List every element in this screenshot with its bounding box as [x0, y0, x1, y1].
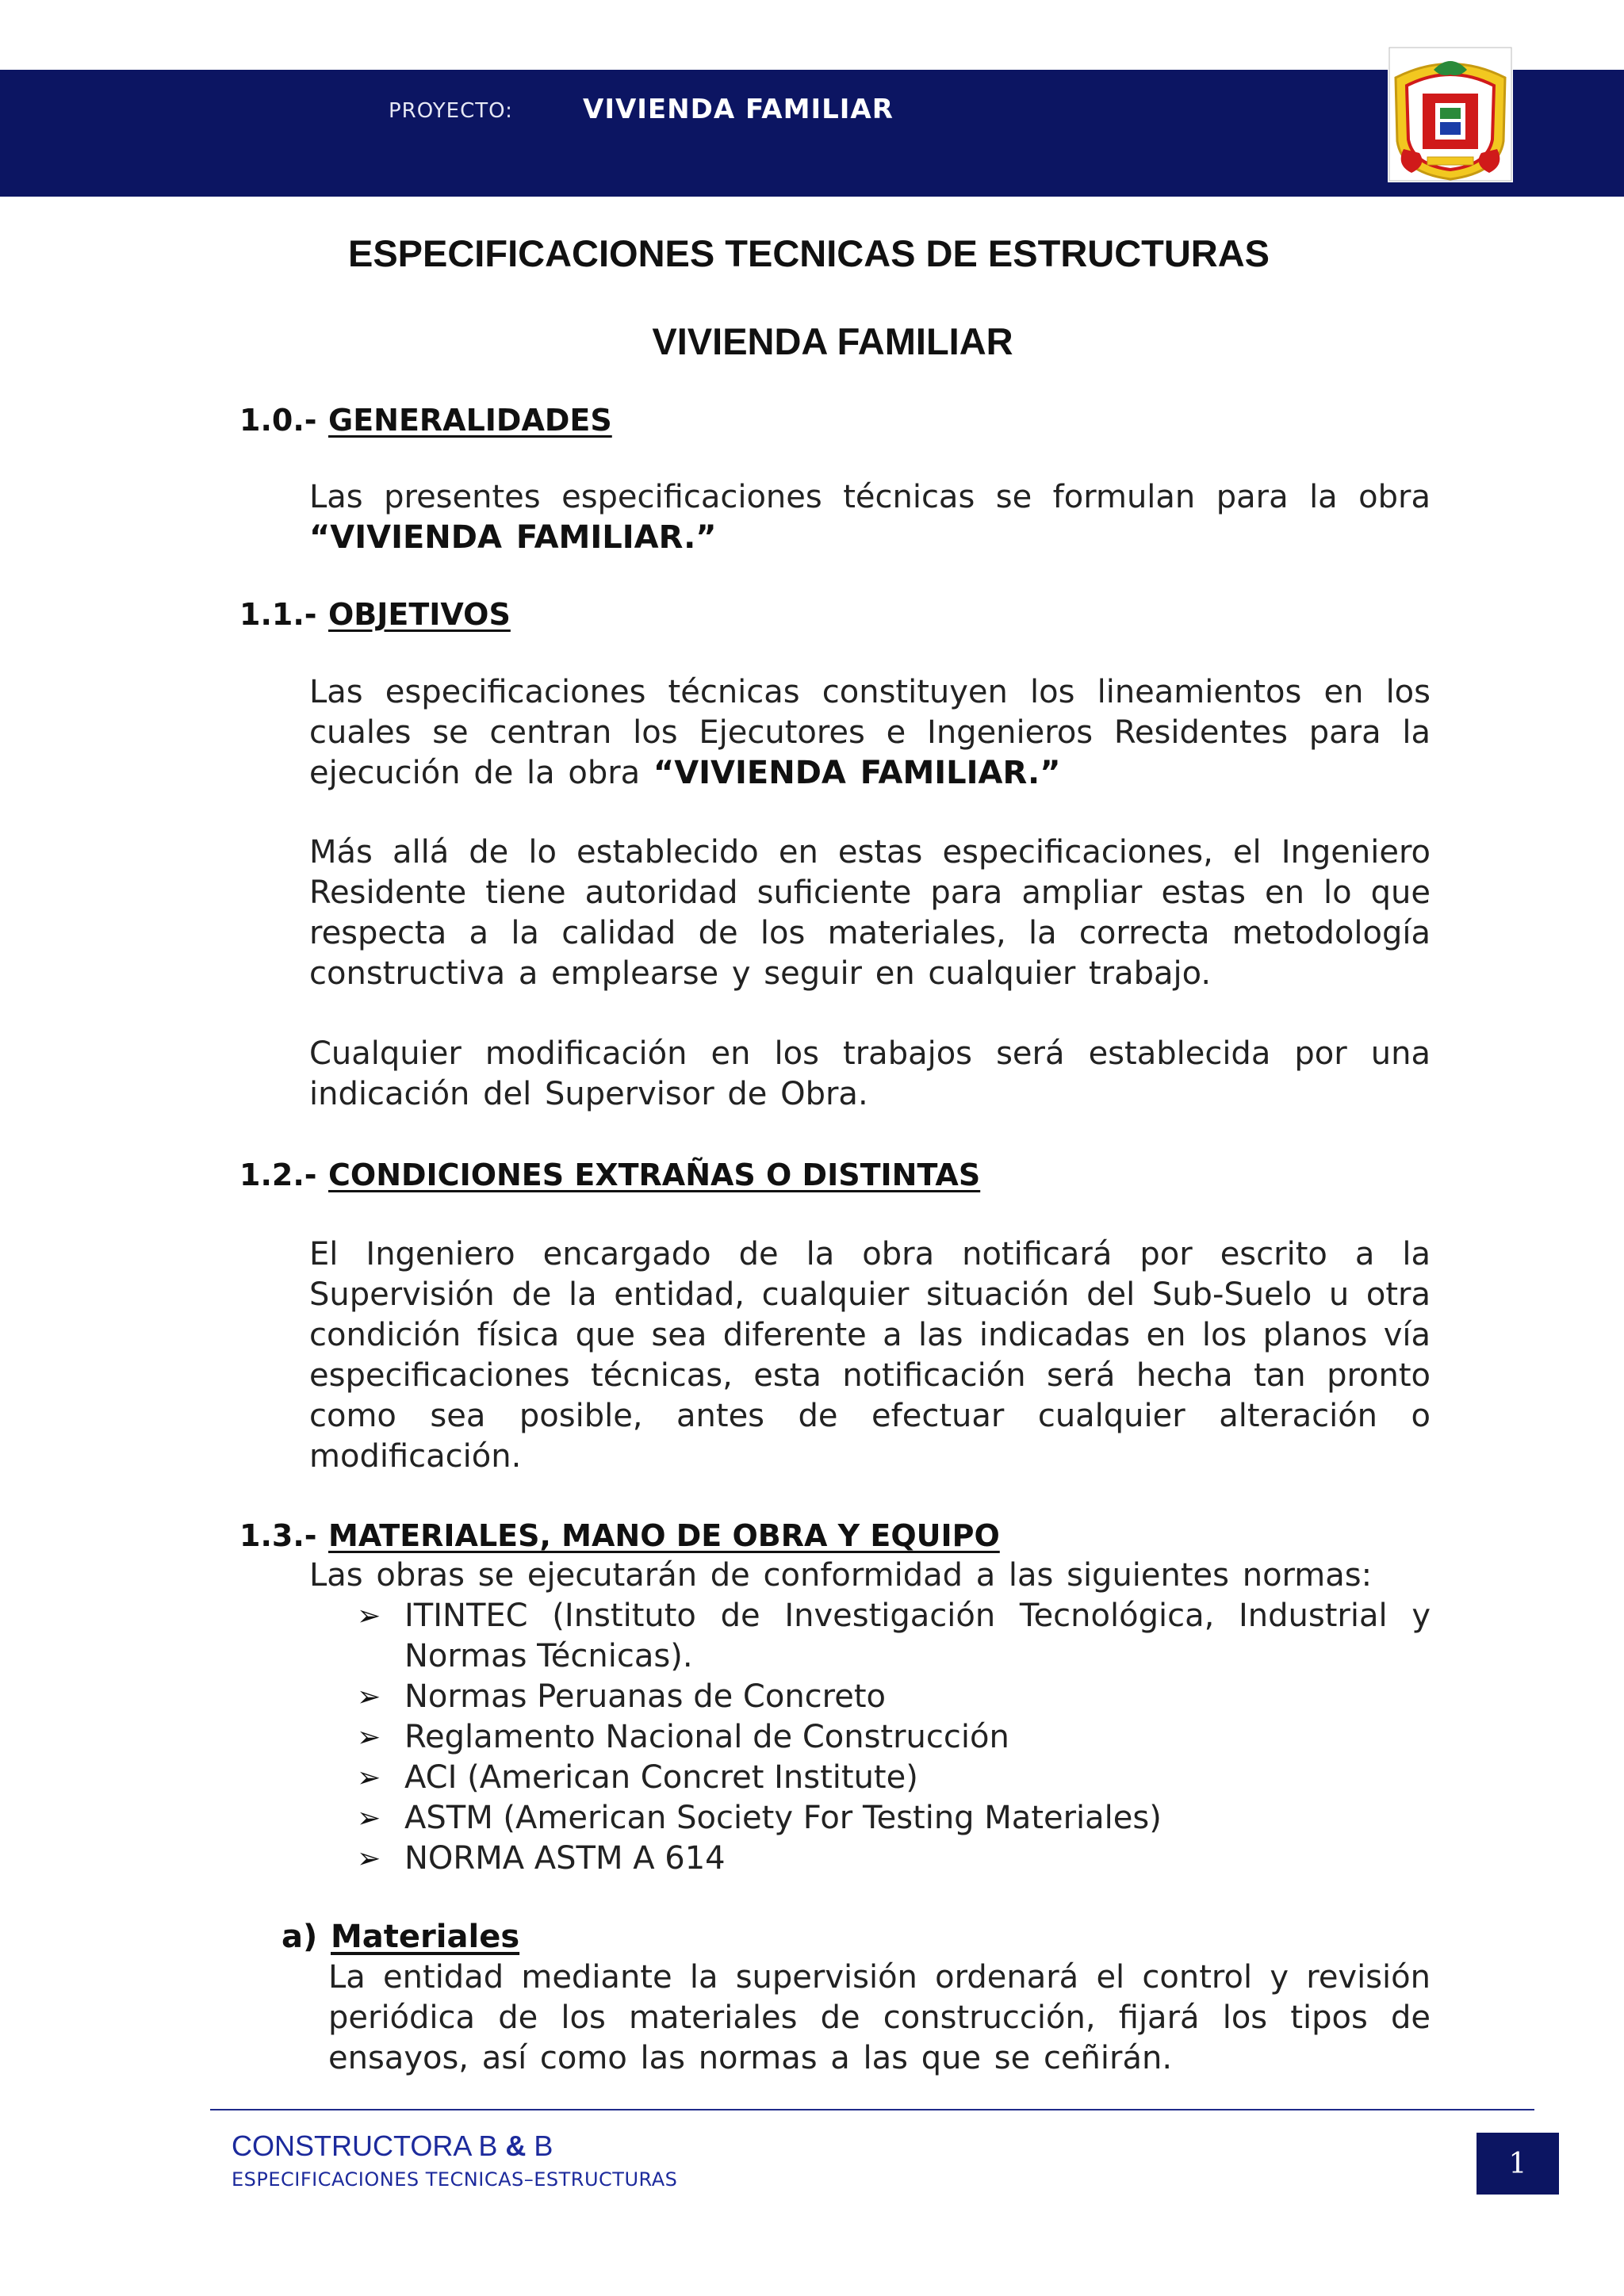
list-item: ➢ ITINTEC (Instituto de Investigación Tecnológica, Industrial y Normas Técnicas). [357, 1598, 1431, 1674]
project-label: PROYECTO: [389, 99, 513, 123]
list-item: ➢ NORMA ASTM A 614 [357, 1839, 1431, 1879]
list-item: ➢ Reglamento Nacional de Construcción [357, 1717, 1431, 1758]
subsection-letter: a) [282, 1919, 318, 1955]
arrow-bullet-icon: ➢ [357, 1600, 381, 1632]
header-bar [0, 70, 1624, 197]
list-item: ➢ Normas Peruanas de Concreto [357, 1677, 1431, 1717]
section-1-2-paragraph: El Ingeniero encargado de la obra notificará por escrito a la Supervisión de la entidad, cualquier situación del Sub-Suelo u otra condición física que sea diferente a las indicadas en los planos vía especificaciones técnicas, esta notificación será hecha tan pronto como sea posible, antes de efectuar cualquier alteración o modificación. [309, 1236, 1431, 1475]
section-title: GENERALIDADES [328, 403, 612, 438]
section-title: OBJETIVOS [328, 597, 511, 632]
section-heading-1-2 [239, 1158, 980, 1192]
section-1-3-intro: Las obras se ejecutarán de conformidad a las siguientes normas: [309, 1557, 1373, 1594]
footer-company: CONSTRUCTORA B & B [232, 2130, 553, 2162]
footer-divider [210, 2109, 1534, 2110]
coat-of-arms-icon [1388, 46, 1513, 182]
section-number: 1.0.- [239, 403, 317, 438]
arrow-bullet-icon: ➢ [357, 1681, 381, 1713]
arrow-bullet-icon: ➢ [357, 1802, 381, 1835]
project-name-quote: “VIVIENDA FAMILIAR.” [309, 519, 717, 556]
section-1-1-paragraph-2: Más allá de lo establecido en estas especificaciones, el Ingeniero Residente tiene autoridad suficiente para ampliar estas en lo que respecta a la calidad de los materiales, la correcta metodología constructiva a emplearse y seguir en cualquier trabajo. [309, 834, 1431, 992]
section-heading-1-0 [239, 403, 612, 438]
section-heading-1-3 [239, 1518, 1000, 1553]
paragraph-text: Las presentes especificaciones técnicas se formulan para la obra [309, 479, 1431, 515]
list-item: ➢ ACI (American Concret Institute) [357, 1758, 1431, 1798]
section-1-0-paragraph [309, 477, 1431, 558]
arrow-bullet-icon: ➢ [357, 1721, 381, 1754]
project-name: VIVIENDA FAMILIAR [583, 94, 894, 125]
section-title: MATERIALES, MANO DE OBRA Y EQUIPO [328, 1518, 1000, 1553]
section-number: 1.2.- [239, 1158, 317, 1192]
document-title: ESPECIFICACIONES TECNICAS DE ESTRUCTURAS [347, 232, 1270, 274]
norms-list [357, 1596, 1431, 1879]
arrow-bullet-icon: ➢ [357, 1843, 381, 1875]
list-item: ➢ ASTM (American Society For Testing Materiales) [357, 1798, 1431, 1839]
arrow-bullet-icon: ➢ [357, 1762, 381, 1794]
section-1-1-paragraph-1 [309, 672, 1431, 794]
section-number: 1.3.- [239, 1518, 317, 1553]
footer-subtitle: ESPECIFICACIONES TECNICAS–ESTRUCTURAS [232, 2168, 678, 2191]
section-heading-1-1 [239, 597, 511, 632]
page-number: 1 [1477, 2133, 1559, 2195]
document-subtitle: VIVIENDA FAMILIAR [652, 320, 1013, 362]
subsection-heading-materiales [282, 1919, 519, 1955]
project-name-quote: “VIVIENDA FAMILIAR.” [653, 755, 1061, 791]
materiales-paragraph: La entidad mediante la supervisión ordenará el control y revisión periódica de los materiales de construcción, fijará los tipos de ensayos, así como las normas a las que se ceñirán. [328, 1959, 1431, 2076]
section-1-1-paragraph-3: Cualquier modificación en los trabajos será establecida por una indicación del Supervisor de Obra. [309, 1035, 1431, 1112]
coat-of-arms-logo [1388, 46, 1513, 182]
paragraph-text: Las especificaciones técnicas constituyen los lineamientos en los cuales se centran los Ejecutores e Ingenieros Residentes para la ejecución de la obra [309, 674, 1431, 791]
subsection-title: Materiales [331, 1919, 520, 1955]
section-title: CONDICIONES EXTRAÑAS O DISTINTAS [328, 1158, 981, 1192]
section-number: 1.1.- [239, 597, 317, 632]
